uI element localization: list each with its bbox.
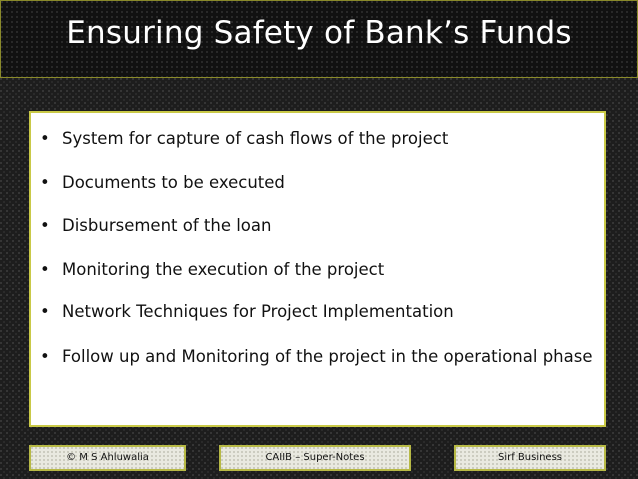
bullet-item [40, 124, 596, 154]
bullet-item [40, 342, 596, 372]
bullet-text: Monitoring the execution of the project [62, 260, 385, 279]
bullet-item [40, 297, 596, 327]
bullet-icon: • [40, 347, 50, 366]
slide-title: Ensuring Safety of Bank’s Funds [66, 15, 572, 51]
bullet-item [40, 168, 596, 198]
bullet-icon: • [40, 129, 50, 148]
bullet-icon: • [40, 216, 50, 235]
bullet-text: Documents to be executed [62, 173, 285, 192]
title-bar [0, 0, 638, 78]
bullet-item [40, 255, 596, 285]
footer-course: CAIIB – Super-Notes [219, 445, 411, 471]
bullet-item [40, 211, 596, 241]
bullet-icon: • [40, 260, 50, 279]
bullet-text: Follow up and Monitoring of the project in the operational phase [62, 347, 593, 366]
bullet-icon: • [40, 302, 50, 321]
bullet-text: System for capture of cash flows of the project [62, 129, 449, 148]
footer-tagline: Sirf Business [454, 445, 606, 471]
bullet-icon: • [40, 173, 50, 192]
bullet-text: Disbursement of the loan [62, 216, 272, 235]
content-box [29, 111, 606, 427]
bullet-text: Network Techniques for Project Implementation [62, 302, 454, 321]
footer-author: © M S Ahluwalia [29, 445, 186, 471]
